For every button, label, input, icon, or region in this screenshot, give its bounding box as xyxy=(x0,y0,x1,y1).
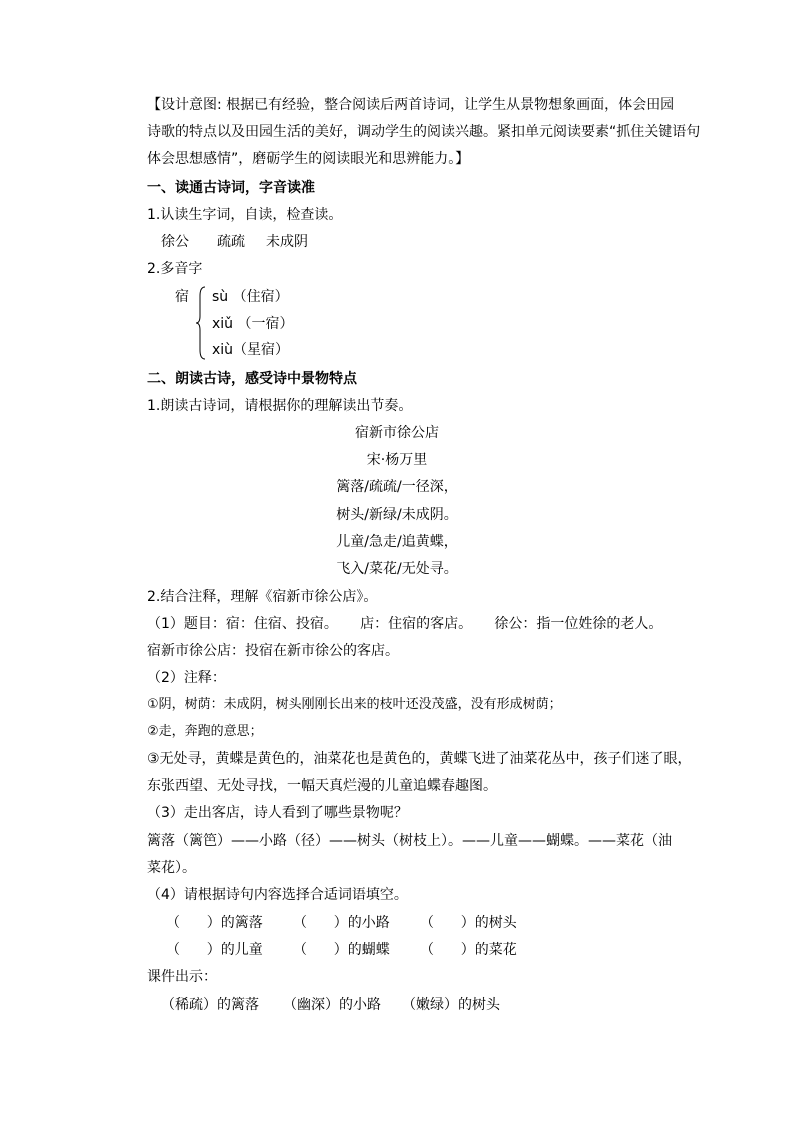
intent-line-3: 体会思想感情”，磨砺学生的阅读眼光和思辨能力。】 xyxy=(147,151,470,167)
intent-line-1: 【设计意图: 根据已有经验，整合阅读后两首诗词，让学生从景物想象画面，体会田园 xyxy=(147,97,675,113)
reading-2: xiǔ （一宿） xyxy=(212,316,294,332)
note-3: ③无处寻，黄蝶是黄色的，油菜花也是黄色的，黄蝶飞进了油菜花丛中，孩子们迷了眼， xyxy=(147,751,692,767)
note-3-cont: 东张西望、无处寻找，一幅天真烂漫的儿童追蝶春趣图。 xyxy=(147,778,497,794)
title-explanation-cont: 宿新市徐公店：投宿在新市徐公的客店。 xyxy=(147,643,399,659)
section2-item1: 1.朗读古诗词，请根据你的理解读出节奏。 xyxy=(147,398,413,414)
intent-line-2: 诗歌的特点以及田园生活的美好，调动学生的阅读兴趣。紧扣单元阅读要素“抓住关键语句 xyxy=(147,124,701,140)
note-2: ②走，奔跑的意思； xyxy=(147,724,263,739)
title-explanation: （1）题目：宿：住宿、投宿。 店：住宿的客店。 徐公：指一位姓徐的老人。 xyxy=(147,616,663,632)
section2-heading: 二、朗读古诗，感受诗中景物特点 xyxy=(147,371,357,387)
fill-blank: （ ）的蝴蝶 xyxy=(293,942,390,958)
question-4: （4）请根据诗句内容选择合适词语填空。 xyxy=(147,887,408,903)
fill-blank: （ ）的篱落 xyxy=(166,915,263,931)
note-1: ①阴，树荫：未成阴，树头刚刚长出来的枝叶还没茂盛，没有形成树荫； xyxy=(147,697,562,712)
polyphonic-char: 宿 xyxy=(175,289,189,305)
section1-heading: 一、读通古诗词，字音读准 xyxy=(147,180,315,196)
question-3: （3）走出客店，诗人看到了哪些景物呢？ xyxy=(147,805,408,821)
reading-1: sù （住宿） xyxy=(212,289,289,305)
poem-line-3: 儿童/急走/追黄蝶， xyxy=(336,534,458,550)
brace-icon xyxy=(196,286,206,360)
poem-line-2: 树头/新绿/未成阴。 xyxy=(336,507,458,523)
fill-blank: （ ）的小路 xyxy=(293,915,390,931)
answer-word: （幽深）的小路 xyxy=(283,997,381,1013)
word-1: 徐公 xyxy=(161,234,189,250)
poem-title: 宿新市徐公店 xyxy=(355,425,439,441)
fill-blank: （ ）的儿童 xyxy=(166,942,263,958)
answer-word: （嫩绿）的树头 xyxy=(402,997,500,1013)
answer-3-cont: 菜花）。 xyxy=(147,860,196,876)
answer-3: 篱落（篱笆）——小路（径）——树头（树枝上）。——儿童——蝴蝶。——菜花（油 xyxy=(147,833,672,849)
fill-blank: （ ）的菜花 xyxy=(420,942,517,958)
poem-author: 宋·杨万里 xyxy=(366,452,428,468)
notes-label: （2）注释： xyxy=(147,670,226,686)
word-2: 疏疏 xyxy=(217,234,245,250)
section1-item1: 1.认读生字词，自读，检查读。 xyxy=(147,207,343,223)
poem-line-1: 篱落/疏疏/一径深， xyxy=(336,479,458,495)
section1-item2: 2.多音字 xyxy=(147,261,203,277)
reading-3: xiù（星宿） xyxy=(212,342,290,358)
poem-line-4: 飞入/菜花/无处寻。 xyxy=(336,561,458,577)
section2-item2: 2.结合注释，理解《宿新市徐公店》。 xyxy=(147,589,378,605)
fill-blank: （ ）的树头 xyxy=(420,915,517,931)
courseware-label: 课件出示： xyxy=(147,969,217,985)
answer-word: （稀疏）的篱落 xyxy=(161,997,259,1013)
word-3: 未成阴 xyxy=(266,234,308,250)
